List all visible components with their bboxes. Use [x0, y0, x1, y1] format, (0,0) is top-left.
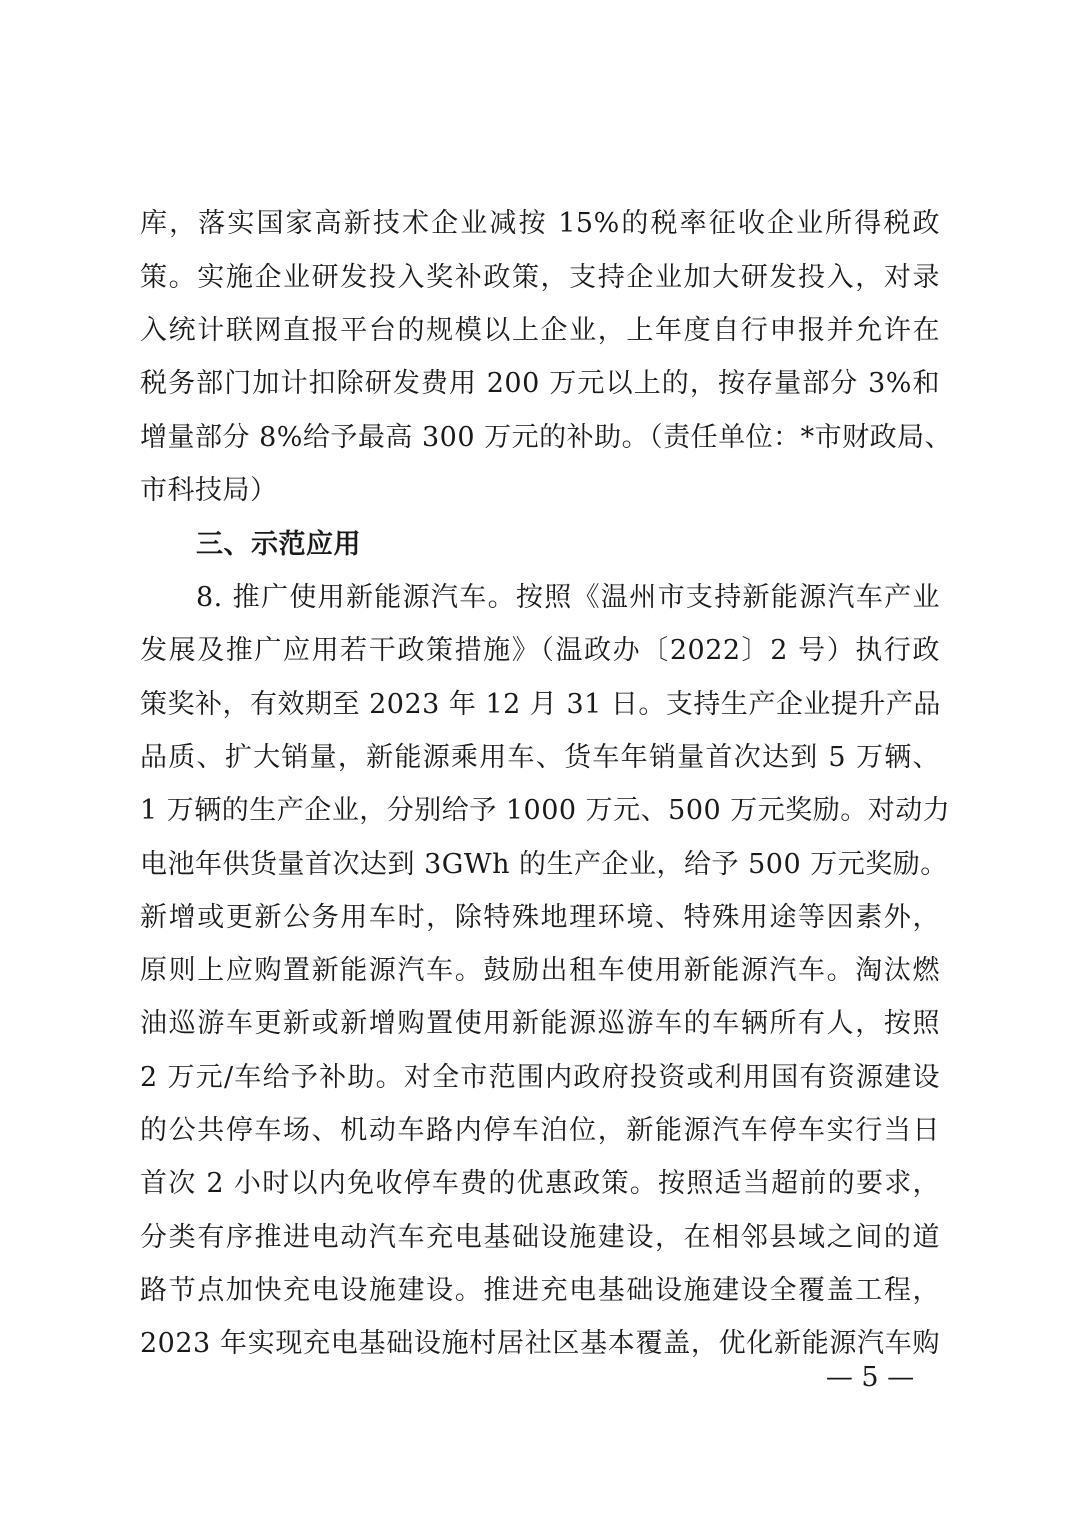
paragraph-line: 1 万辆的生产企业，分别给予 1000 万元、500 万元奖励。对动力	[140, 795, 951, 826]
paragraph-line: 8. 推广使用新能源汽车。按照《温州市支持新能源汽车产业	[196, 582, 940, 613]
paragraph-line: 策。实施企业研发投入奖补政策，支持企业加大研发投入，对录	[140, 262, 940, 293]
paragraph-line: 发展及推广应用若干政策措施》（温政办〔2022〕2 号）执行政	[140, 635, 940, 666]
paragraph-line: 策奖补，有效期至 2023 年 12 月 31 日。支持生产企业提升产品	[140, 689, 941, 720]
paragraph-line: 库，落实国家高新技术企业减按 15%的税率征收企业所得税政	[140, 208, 940, 239]
paragraph-line: 路节点加快充电设施建设。推进充电基础设施建设全覆盖工程，	[140, 1275, 940, 1306]
paragraph-line: 增量部分 8%给予最高 300 万元的补助。（责任单位：*市财政局、	[140, 422, 953, 453]
paragraph-line: 税务部门加计扣除研发费用 200 万元以上的，按存量部分 3%和	[140, 368, 940, 399]
paragraph-line: 电池年供货量首次达到 3GWh 的生产企业，给予 500 万元奖励。	[140, 849, 948, 880]
paragraph-line: 入统计联网直报平台的规模以上企业，上年度自行申报并允许在	[140, 315, 940, 346]
paragraph-line: 油巡游车更新或新增购置使用新能源巡游车的车辆所有人，按照	[140, 1008, 940, 1039]
paragraph-line: 市科技局）	[140, 475, 278, 506]
paragraph-line: 原则上应购置新能源汽车。鼓励出租车使用新能源汽车。淘汰燃	[140, 955, 940, 986]
paragraph-line: 首次 2 小时以内免收停车费的优惠政策。按照适当超前的要求，	[140, 1168, 940, 1199]
paragraph-line: 2023 年实现充电基础设施村居社区基本覆盖，优化新能源汽车购	[140, 1328, 940, 1359]
paragraph-line: 分类有序推进电动汽车充电基础设施建设，在相邻县域之间的道	[140, 1222, 940, 1253]
paragraph-line: 新增或更新公务用车时，除特殊地理环境、特殊用途等因素外，	[140, 902, 940, 933]
page-number: — 5 —	[825, 1362, 915, 1393]
paragraph-line: 2 万元/车给予补助。对全市范围内政府投资或利用国有资源建设	[140, 1062, 940, 1093]
paragraph-line: 品质、扩大销量，新能源乘用车、货车年销量首次达到 5 万辆、	[140, 742, 940, 773]
section-heading: 三、示范应用	[196, 529, 361, 560]
paragraph-line: 的公共停车场、机动车路内停车泊位，新能源汽车停车实行当日	[140, 1115, 940, 1146]
